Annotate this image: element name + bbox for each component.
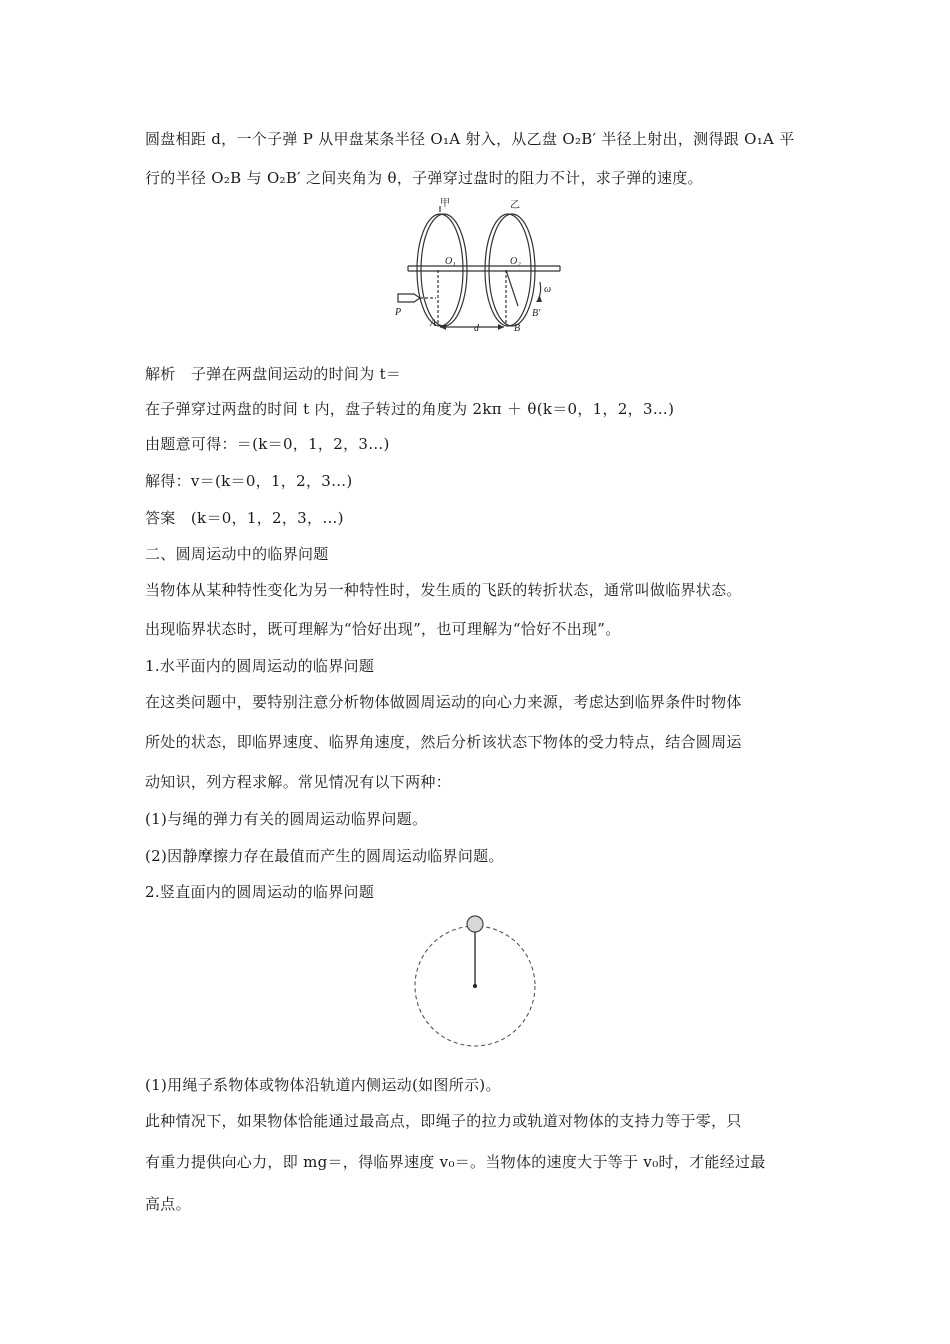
answer-line: 答案 (k＝0，1，2，3，…)	[145, 509, 344, 527]
solution-line-4: 解得：v＝(k＝0，1，2，3…)	[145, 472, 353, 490]
solution-line-1: 解析 子弹在两盘间运动的时间为 t＝	[145, 365, 402, 383]
solution-line-2: 在子弹穿过两盘的时间 t 内，盘子转过的角度为 2kπ ＋ θ(k＝0，1，2，3…)	[145, 400, 675, 418]
bullet-P	[398, 294, 420, 302]
section-paragraph-1: 当物体从某种特性变化为另一种特性时，发生质的飞跃的转折状态，通常叫做临界状态。	[145, 581, 742, 599]
label-O2: O₂	[510, 256, 521, 267]
center-point	[473, 984, 477, 988]
subsection-1-line-1: 在这类问题中，要特别注意分析物体做圆周运动的向心力来源，考虑达到临界条件时物体	[145, 693, 742, 711]
case-2: (2)因静摩擦力存在最值而产生的圆周运动临界问题。	[145, 847, 504, 865]
section-heading: 二、圆周运动中的临界问题	[145, 545, 329, 563]
label-omega: ω	[544, 284, 552, 295]
disc-jia-back	[421, 214, 467, 326]
disc-yi-back	[489, 214, 535, 326]
label-O1: O₁	[445, 256, 456, 267]
label-B: B	[514, 323, 521, 334]
problem-line-2: 行的半径 O₂B 与 O₂B′ 之间夹角为 θ，子弹穿过盘时的阻力不计，求子弹的速度。	[145, 169, 703, 187]
label-A: A	[430, 318, 437, 329]
label-P: P	[395, 307, 402, 318]
problem-line-1: 圆盘相距 d，一个子弹 P 从甲盘某条半径 O₁A 射入，从乙盘 O₂B′ 半径上射出，测得跟 O₁A 平	[145, 130, 795, 148]
label-jia: 甲	[440, 198, 450, 209]
subsection-2-line-2: 有重力提供向心力，即 mg＝，得临界速度 v₀＝。当物体的速度大于等于 v₀时，才能经过最	[145, 1153, 766, 1171]
subsection-2-heading: 2.竖直面内的圆周运动的临界问题	[145, 883, 375, 901]
subsection-1-line-2: 所处的状态，即临界速度、临界角速度，然后分析该状态下物体的受力特点，结合圆周运	[145, 733, 742, 751]
label-Bprime: B′	[532, 308, 541, 319]
case-1: (1)与绳的弹力有关的圆周运动临界问题。	[145, 810, 428, 828]
vertical-circle-figure	[405, 910, 545, 1052]
solution-line-3: 由题意可得：＝(k＝0，1，2，3…)	[145, 435, 390, 453]
ball	[467, 916, 483, 932]
rotating-discs-figure	[390, 198, 570, 338]
subsection-1-heading: 1.水平面内的圆周运动的临界问题	[145, 657, 375, 675]
label-d: d	[474, 323, 479, 334]
subsection-2-line-3: 高点。	[145, 1195, 191, 1213]
subsection-2-line-1: 此种情况下，如果物体恰能通过最高点，即绳子的拉力或轨道对物体的支持力等于零，只	[145, 1112, 742, 1130]
disc-jia-front	[417, 214, 463, 326]
subsection-1-line-3: 动知识，列方程求解。常见情况有以下两种：	[145, 773, 452, 791]
subsection-2-case-1: (1)用绳子系物体或物体沿轨道内侧运动(如图所示)。	[145, 1076, 501, 1094]
disc-yi-front	[485, 214, 531, 326]
label-yi: 乙	[510, 200, 520, 211]
radius-O2Bprime	[506, 270, 518, 306]
section-paragraph-2: 出现临界状态时，既可理解为“恰好出现”，也可理解为“恰好不出现”。	[145, 620, 621, 638]
